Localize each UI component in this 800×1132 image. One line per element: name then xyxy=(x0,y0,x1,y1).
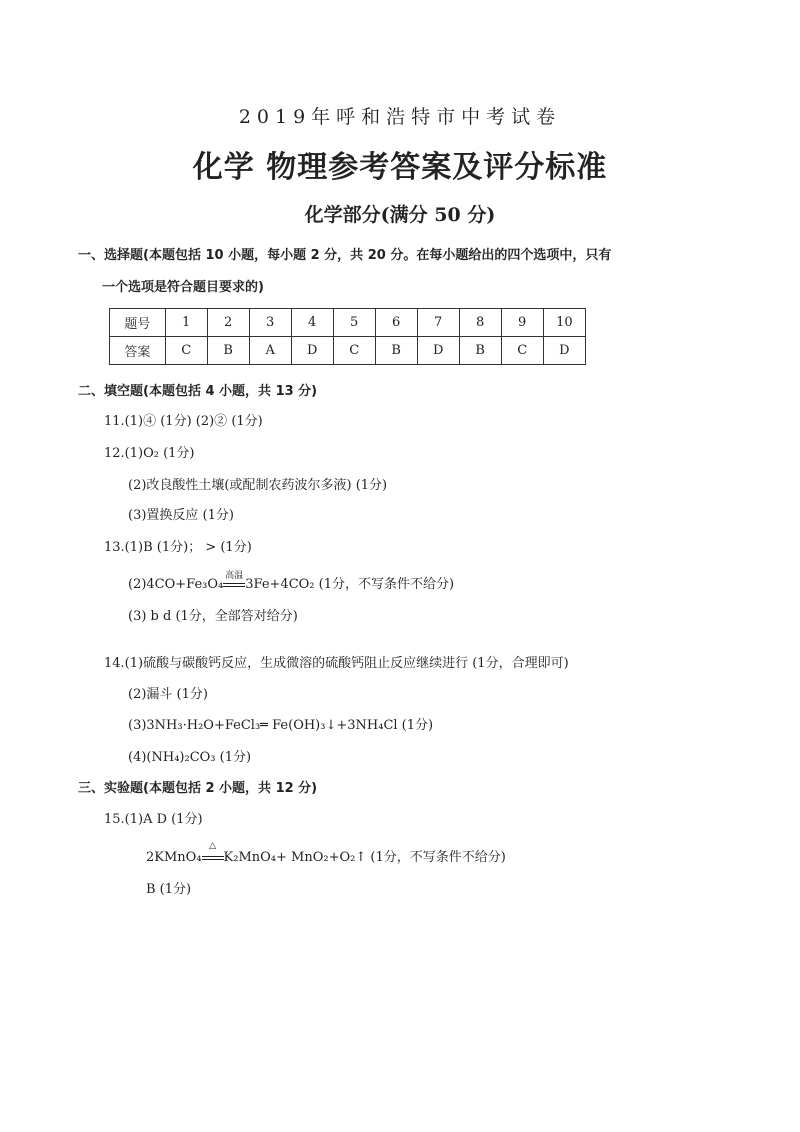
answer-q12-2: (2)改良酸性土壤(或配制农药波尔多液) (1分) xyxy=(128,478,388,493)
answer-table xyxy=(109,308,586,365)
equation-left: 2KMnO₄ xyxy=(146,850,202,865)
answer-q15-1: 15.(1)A D (1分) xyxy=(104,812,203,827)
sub-title: 化学部分(满分 50 分) xyxy=(304,204,496,226)
answer-cell: A xyxy=(249,337,291,365)
answer-cell: C xyxy=(333,337,375,365)
question-number-cell: 3 xyxy=(249,309,291,337)
answer-q15-equation xyxy=(146,841,506,865)
answer-q14-1: 14.(1)硫酸与碳酸钙反应，生成微溶的硫酸钙阻止反应继续进行 (1分，合理即可) xyxy=(104,656,569,671)
table-row-answers xyxy=(110,337,586,365)
table-header-cell: 答案 xyxy=(110,337,166,365)
equals-sign xyxy=(202,856,224,860)
answer-q13-3: (3) b d (1分，全部答对给分) xyxy=(128,609,298,624)
answer-q14-4: (4)(NH₄)₂CO₃ (1分) xyxy=(128,750,252,765)
question-number-cell: 1 xyxy=(165,309,207,337)
condition-label: 高温 xyxy=(225,571,244,581)
equation-right: 3Fe+4CO₂ (1分，不写条件不给分) xyxy=(245,577,455,592)
answer-q15-b: B (1分) xyxy=(146,882,192,897)
exam-title: 2019年呼和浩特市中考试卷 xyxy=(238,106,562,128)
answer-cell: D xyxy=(543,337,585,365)
answer-q12-3: (3)置换反应 (1分) xyxy=(128,508,234,523)
reaction-condition xyxy=(202,841,224,865)
answer-q14-3: (3)3NH₃·H₂O+FeCl₃═ Fe(OH)₃↓+3NH₄Cl (1分) xyxy=(128,718,434,733)
question-number-cell: 7 xyxy=(417,309,459,337)
answer-cell: B xyxy=(375,337,417,365)
reaction-condition xyxy=(223,571,245,592)
question-number-cell: 9 xyxy=(501,309,543,337)
section3-title: 三、实验题(本题包括 2 小题，共 12 分) xyxy=(78,781,318,796)
answer-cell: D xyxy=(291,337,333,365)
answer-q13-2 xyxy=(128,573,454,592)
question-number-cell: 6 xyxy=(375,309,417,337)
answer-q13-1: 13.(1)B (1分)； > (1分) xyxy=(104,540,252,555)
equation-left: (2)4CO+Fe₃O₄ xyxy=(128,577,224,592)
question-number-cell: 4 xyxy=(291,309,333,337)
main-title: 化学 物理参考答案及评分标准 xyxy=(192,150,608,185)
equation-right: K₂MnO₄+ MnO₂+O₂↑ (1分，不写条件不给分) xyxy=(223,850,506,865)
answer-cell: D xyxy=(417,337,459,365)
answer-cell: B xyxy=(207,337,249,365)
condition-label: △ xyxy=(209,841,216,851)
answer-q12-1: 12.(1)O₂ (1分) xyxy=(104,446,195,461)
answer-cell: B xyxy=(459,337,501,365)
question-number-cell: 2 xyxy=(207,309,249,337)
answer-cell: C xyxy=(165,337,207,365)
answer-q11: 11.(1)④ (1分) (2)② (1分) xyxy=(104,414,263,429)
section1-title: 一、选择题(本题包括 10 小题，每小题 2 分，共 20 分。在每小题给出的四个选项中，只有 xyxy=(78,248,612,263)
section1-title-cont: 一个选项是符合题目要求的) xyxy=(102,280,264,295)
answer-cell: C xyxy=(501,337,543,365)
equals-sign xyxy=(223,583,245,587)
question-number-cell: 10 xyxy=(543,309,585,337)
section2-title: 二、填空题(本题包括 4 小题，共 13 分) xyxy=(78,384,318,399)
question-number-cell: 8 xyxy=(459,309,501,337)
table-row-numbers xyxy=(110,309,586,337)
answer-q14-2: (2)漏斗 (1分) xyxy=(128,687,208,702)
table-header-cell: 题号 xyxy=(110,309,166,337)
question-number-cell: 5 xyxy=(333,309,375,337)
